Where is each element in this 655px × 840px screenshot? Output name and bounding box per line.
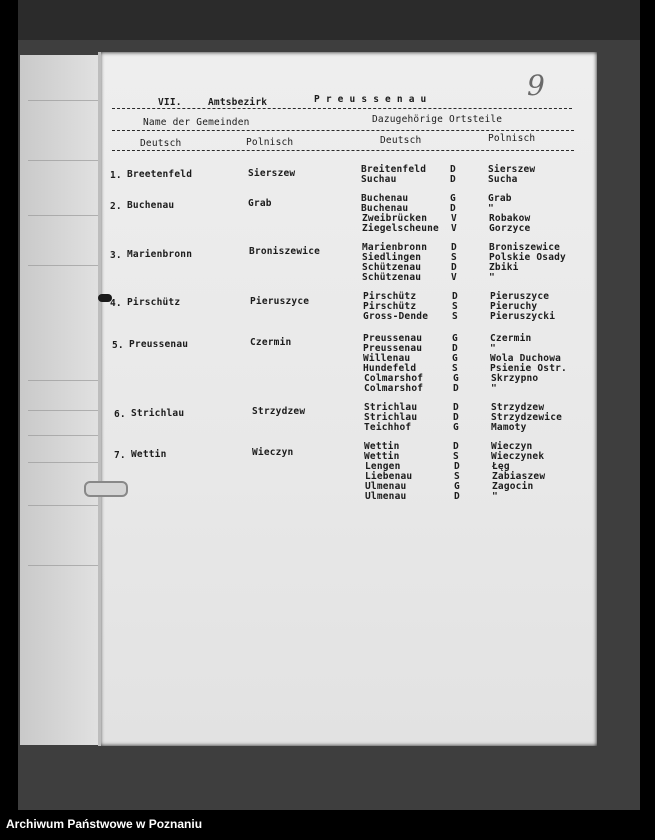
ortsteil-type-code: D [450, 203, 456, 214]
gemeinde-polish: Broniszewice [249, 246, 321, 257]
district-name: P r e u s s e n a u [314, 94, 427, 105]
ortsteil-type-code: G [453, 373, 459, 384]
district-label: Amtsbezirk [208, 97, 268, 108]
ortsteil-type-code: G [450, 193, 456, 204]
gemeinde-german: Pirschütz [127, 297, 181, 308]
bleed-line [28, 565, 98, 566]
ortsteil-polish: Wola Duchowa [490, 353, 562, 364]
ortsteil-type-code: G [454, 481, 460, 492]
ortsteil-german: Lengen [365, 461, 401, 472]
ortsteil-german: Buchenau [361, 193, 409, 204]
ortsteil-polish: Wieczynek [491, 451, 545, 462]
gemeinde-german: Breetenfeld [127, 169, 193, 180]
gemeinde-german: Wettin [131, 449, 167, 460]
ortsteil-type-code: D [450, 164, 456, 175]
bleed-line [28, 462, 98, 463]
ortsteil-german: Colmarshof [364, 383, 424, 394]
ortsteil-german: Liebenau [365, 471, 413, 482]
ortsteil-polish: Pieruchy [490, 301, 538, 312]
gemeinde-german: Marienbronn [127, 249, 193, 260]
ortsteil-type-code: S [452, 301, 458, 312]
subheader-deutsch: Deutsch [140, 138, 182, 149]
ortsteil-german: Gross-Dende [363, 311, 429, 322]
header-divider [112, 130, 574, 131]
ortsteil-german: Strichlau [364, 402, 418, 413]
ortsteil-type-code: S [453, 451, 459, 462]
bleed-line [28, 160, 98, 161]
header-divider [112, 150, 574, 151]
ortsteil-type-code: S [452, 363, 458, 374]
ortsteil-polish: Broniszewice [489, 242, 561, 253]
header-divider [112, 108, 572, 109]
ortsteil-polish: " [488, 203, 494, 214]
ortsteil-type-code: V [451, 213, 457, 224]
document-page [100, 52, 597, 746]
bleed-line [28, 265, 98, 266]
ortsteil-polish: Pieruszyce [490, 291, 550, 302]
ortsteil-type-code: D [453, 383, 459, 394]
gemeinde-number: 4. [110, 298, 122, 309]
ortsteil-german: Pirschütz [363, 291, 417, 302]
ortsteil-type-code: S [454, 471, 460, 482]
ortsteil-german: Colmarshof [364, 373, 424, 384]
gemeinde-number: 1. [110, 170, 122, 181]
gemeinde-polish: Wieczyn [252, 447, 294, 458]
ortsteil-polish: Zbiki [489, 262, 519, 273]
district-roman-numeral: VII. [158, 97, 182, 108]
page-number: 9 [527, 69, 545, 102]
ortsteil-polish: Wieczyn [491, 441, 533, 452]
ortsteil-type-code: D [454, 491, 460, 502]
ortsteil-polish: Zabiaszew [492, 471, 546, 482]
ortsteil-polish: Mamoty [491, 422, 527, 433]
ortsteil-polish: Gorzyce [489, 223, 531, 234]
gemeinde-polish: Czermin [250, 337, 292, 348]
ortsteil-type-code: D [453, 441, 459, 452]
subheader-deutsch: Deutsch [380, 135, 422, 146]
gemeinde-polish: Strzydzew [252, 406, 306, 417]
ortsteil-polish: " [492, 491, 498, 502]
ortsteil-german: Ulmenau [365, 481, 407, 492]
subheader-polnisch: Polnisch [246, 137, 294, 148]
ortsteil-german: Pirschütz [363, 301, 417, 312]
ortsteil-polish: Czermin [490, 333, 532, 344]
ortsteil-type-code: G [453, 422, 459, 433]
bleed-line [28, 435, 98, 436]
ortsteil-polish: " [490, 343, 496, 354]
gemeinde-polish: Pieruszyce [250, 296, 310, 307]
ortsteil-german: Teichhof [364, 422, 412, 433]
ortsteil-polish: Robakow [489, 213, 531, 224]
ortsteil-type-code: D [450, 174, 456, 185]
bleed-line [28, 410, 98, 411]
ortsteil-german: Breitenfeld [361, 164, 427, 175]
ortsteil-german: Hundefeld [363, 363, 417, 374]
column-header-gemeinden: Name der Gemeinden [143, 117, 250, 128]
column-header-ortsteile: Dazugehörige Ortsteile [372, 114, 503, 125]
ortsteil-german: Schützenau [362, 272, 422, 283]
gemeinde-number: 3. [110, 250, 122, 261]
previous-page-edge [20, 55, 106, 745]
ortsteil-type-code: G [452, 353, 458, 364]
ortsteil-type-code: D [452, 291, 458, 302]
ortsteil-german: Suchau [361, 174, 397, 185]
ortsteil-polish: Pieruszycki [490, 311, 556, 322]
subheader-polnisch: Polnisch [488, 133, 536, 144]
ortsteil-polish: Psienie Ostr. [490, 363, 567, 374]
ortsteil-german: Ziegelscheune [362, 223, 439, 234]
gemeinde-number: 2. [110, 201, 122, 212]
ortsteil-type-code: S [451, 252, 457, 263]
ortsteil-polish: Polskie Osady [489, 252, 566, 263]
ortsteil-german: Ulmenau [365, 491, 407, 502]
ortsteil-german: Strichlau [364, 412, 418, 423]
ortsteil-type-code: D [451, 262, 457, 273]
ortsteil-german: Wettin [364, 441, 400, 452]
gemeinde-german: Buchenau [127, 200, 175, 211]
gemeinde-polish: Grab [248, 198, 272, 209]
bleed-line [28, 505, 98, 506]
ortsteil-polish: Grab [488, 193, 512, 204]
ortsteil-type-code: D [453, 412, 459, 423]
ortsteil-type-code: G [452, 333, 458, 344]
ortsteil-type-code: V [451, 223, 457, 234]
gemeinde-german: Preussenau [129, 339, 189, 350]
ortsteil-polish: Sierszew [488, 164, 536, 175]
gemeinde-number: 7. [114, 450, 126, 461]
ortsteil-type-code: D [453, 402, 459, 413]
gemeinde-german: Strichlau [131, 408, 185, 419]
ortsteil-german: Marienbronn [362, 242, 428, 253]
ortsteil-polish: " [489, 272, 495, 283]
ortsteil-polish: Zagocin [492, 481, 534, 492]
ortsteil-type-code: D [452, 343, 458, 354]
gemeinde-number: 6. [114, 409, 126, 420]
page-edge [98, 52, 101, 746]
ortsteil-german: Siedlingen [362, 252, 422, 263]
ortsteil-polish: Skrzypno [491, 373, 539, 384]
bleed-line [28, 215, 98, 216]
gemeinde-number: 5. [112, 340, 124, 351]
film-top-strip [18, 0, 640, 40]
ortsteil-type-code: D [454, 461, 460, 472]
ortsteil-german: Preussenau [363, 333, 423, 344]
gemeinde-polish: Sierszew [248, 168, 296, 179]
ortsteil-type-code: S [452, 311, 458, 322]
ortsteil-type-code: V [451, 272, 457, 283]
paper-clip [84, 481, 128, 497]
bleed-line [28, 100, 98, 101]
ortsteil-german: Preussenau [363, 343, 423, 354]
ortsteil-polish: Strzydzewice [491, 412, 563, 423]
ortsteil-polish: Łęg [492, 461, 510, 472]
ortsteil-german: Schützenau [362, 262, 422, 273]
archive-footer: Archiwum Państwowe w Poznaniu [6, 817, 203, 831]
ortsteil-german: Zweibrücken [362, 213, 428, 224]
ortsteil-german: Buchenau [361, 203, 409, 214]
ortsteil-polish: Strzydzew [491, 402, 545, 413]
ortsteil-polish: Sucha [488, 174, 518, 185]
ortsteil-type-code: D [451, 242, 457, 253]
ortsteil-german: Wettin [364, 451, 400, 462]
bleed-line [28, 380, 98, 381]
ortsteil-german: Willenau [363, 353, 411, 364]
ortsteil-polish: " [491, 383, 497, 394]
